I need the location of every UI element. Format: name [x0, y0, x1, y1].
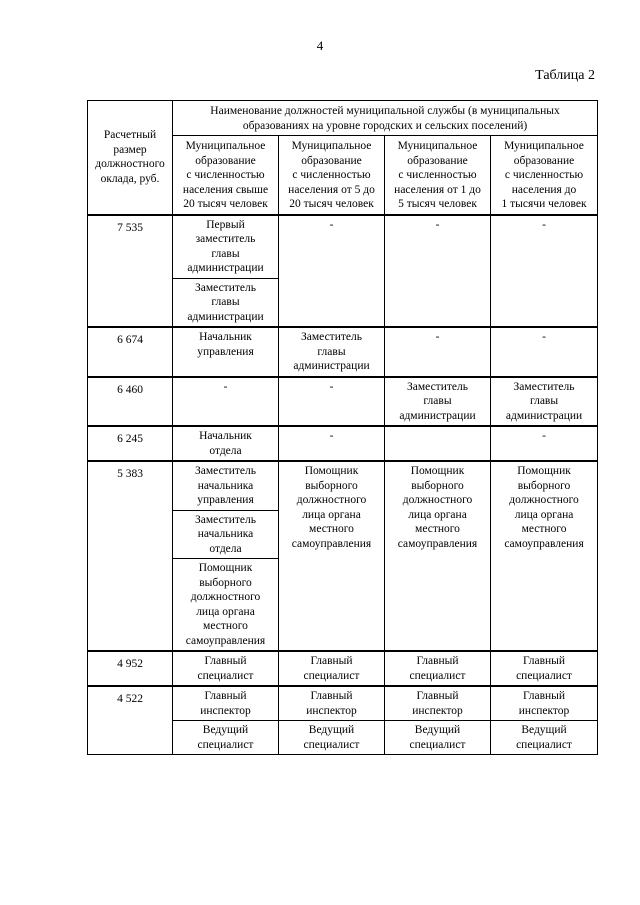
- header-row-main: [88, 101, 598, 136]
- salary-cell: 4 522: [88, 686, 173, 755]
- position-cell-1k-5k: Помощник выборного должностного лица органа местного самоуправления: [385, 461, 491, 651]
- table-row: [88, 327, 598, 377]
- position-cell: Ведущий специалист: [173, 721, 279, 755]
- position-cell: Главный инспектор: [491, 686, 598, 721]
- table-row: [88, 651, 598, 686]
- header-col-under-1k: Муниципальное образование с численностью населения до 1 тысячи человек: [491, 136, 598, 215]
- position-cell: Ведущий специалист: [279, 721, 385, 755]
- header-col-1k-5k: Муниципальное образование с численностью населения от 1 до 5 тысяч человек: [385, 136, 491, 215]
- position-cell-1k-5k: Заместитель главы администрации: [385, 377, 491, 427]
- position-cell-under-1k: -: [491, 327, 598, 377]
- position-cell-under-1k: -: [491, 215, 598, 328]
- position-cell-over-20k: Заместитель начальника управления: [173, 461, 279, 510]
- table-row: [88, 686, 598, 721]
- positions-table: [87, 100, 598, 755]
- position-cell-over-20k: Главный специалист: [173, 651, 279, 686]
- salary-cell: 6 245: [88, 426, 173, 461]
- page-number: 4: [316, 38, 324, 53]
- position-cell-over-20k: -: [173, 377, 279, 427]
- position-cell-5k-20k: Главный специалист: [279, 651, 385, 686]
- position-cell: Ведущий специалист: [385, 721, 491, 755]
- position-cell-5k-20k: Помощник выборного должностного лица органа местного самоуправления: [279, 461, 385, 651]
- position-cell-1k-5k: -: [385, 215, 491, 328]
- header-col-over-20k: Муниципальное образование с численностью населения свыше 20 тысяч человек: [173, 136, 279, 215]
- position-cell-1k-5k: Главный специалист: [385, 651, 491, 686]
- position-cell-5k-20k: -: [279, 215, 385, 328]
- salary-cell: 6 674: [88, 327, 173, 377]
- table-title: Таблица 2: [535, 68, 595, 83]
- position-cell-5k-20k: Заместитель главы администрации: [279, 327, 385, 377]
- table-row: [88, 426, 598, 461]
- position-cell: Ведущий специалист: [491, 721, 598, 755]
- position-cell-over-20k: Первый заместитель главы администрации: [173, 215, 279, 279]
- header-col-5k-20k: Муниципальное образование с численностью населения от 5 до 20 тысяч человек: [279, 136, 385, 215]
- position-cell-over-20k: Заместитель главы администрации: [173, 278, 279, 327]
- position-cell-over-20k: Начальник отдела: [173, 426, 279, 461]
- table-row: [88, 215, 598, 279]
- position-cell-5k-20k: -: [279, 377, 385, 427]
- position-cell-under-1k: Помощник выборного должностного лица органа местного самоуправления: [491, 461, 598, 651]
- position-cell: Главный инспектор: [279, 686, 385, 721]
- salary-cell: 7 535: [88, 215, 173, 328]
- table-row: [88, 377, 598, 427]
- position-cell-over-20k: Помощник выборного должностного лица органа местного самоуправления: [173, 559, 279, 652]
- salary-cell: 6 460: [88, 377, 173, 427]
- position-cell-5k-20k: -: [279, 426, 385, 461]
- salary-cell: 5 383: [88, 461, 173, 651]
- position-cell-over-20k: Заместитель начальника отдела: [173, 510, 279, 559]
- position-cell-1k-5k: -: [385, 327, 491, 377]
- table-body: [88, 101, 598, 755]
- position-cell: Главный инспектор: [385, 686, 491, 721]
- position-cell-under-1k: -: [491, 426, 598, 461]
- table-row: [88, 461, 598, 510]
- position-cell-over-20k: Начальник управления: [173, 327, 279, 377]
- position-cell: Главный инспектор: [173, 686, 279, 721]
- position-cell-1k-5k: [385, 426, 491, 461]
- position-cell-under-1k: Заместитель главы администрации: [491, 377, 598, 427]
- salary-cell: 4 952: [88, 651, 173, 686]
- header-salary: Расчетный размер должностного оклада, руб.: [88, 101, 173, 215]
- header-positions: Наименование должностей муниципальной службы (в муниципальных образованиях на уровне городских и сельских поселений): [173, 101, 598, 136]
- position-cell-under-1k: Главный специалист: [491, 651, 598, 686]
